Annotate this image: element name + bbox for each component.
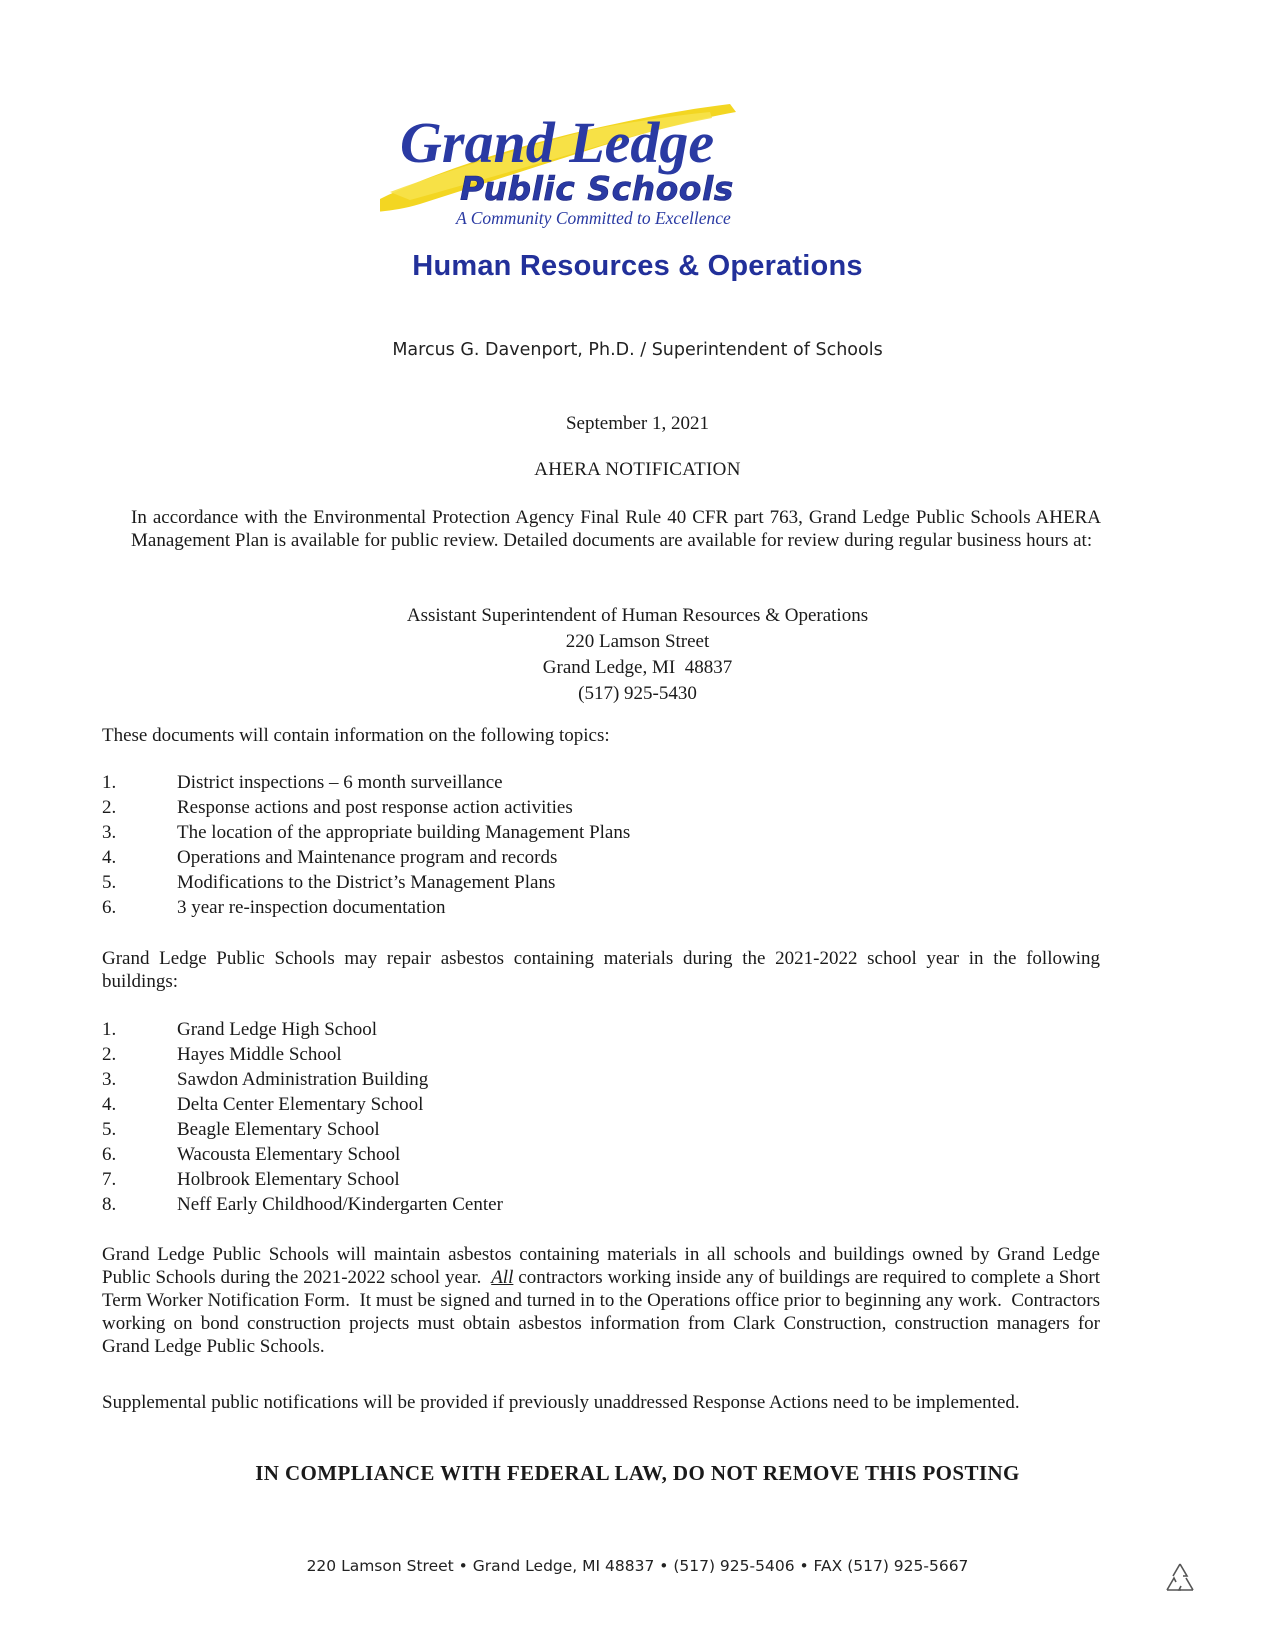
recycle-icon-graphic bbox=[1160, 1560, 1200, 1600]
logo-line-2: Public Schools bbox=[460, 169, 734, 208]
department-title: Human Resources & Operations bbox=[412, 250, 863, 282]
recycle-icon bbox=[1160, 1560, 1200, 1600]
address-line-4: (517) 925-5430 bbox=[578, 683, 697, 704]
district-logo bbox=[380, 96, 850, 246]
maintain-text-1: Grand Ledge Public Schools will maintain asbestos containing materials in all schools and buildings owned by Grand Ledge Public Schools during the 2021-2022 school year. bbox=[102, 1244, 1105, 1288]
topics-lead: These documents will contain information on the following topics: bbox=[102, 725, 610, 746]
district-logo-graphic bbox=[380, 96, 850, 246]
maintain-text-2: contractors working inside any of buildings are required to complete a Short Term Worker Notification Form. It must be signed and turned in to the Operations office prior to beginning any work. Contractors working on bond construction projects must obtain asbestos information from Clark Construction, construction managers for Grand Ledge Public Schools. bbox=[102, 1267, 1105, 1357]
maintain-emphasis: All bbox=[491, 1267, 514, 1288]
address-line-3: Grand Ledge, MI 48837 bbox=[542, 657, 733, 678]
superintendent-line: Marcus G. Davenport, Ph.D. / Superintendent of Schools bbox=[392, 340, 883, 360]
footer-contact: 220 Lamson Street • Grand Ledge, MI 48837 • (517) 925-5406 • FAX (517) 925-5667 bbox=[306, 1557, 969, 1575]
review-address bbox=[0, 603, 1275, 707]
address-line-2: 220 Lamson Street bbox=[565, 631, 710, 652]
address-line-1: Assistant Superintendent of Human Resources & Operations bbox=[406, 605, 869, 626]
notice-date: September 1, 2021 bbox=[565, 413, 709, 434]
compliance-notice: IN COMPLIANCE WITH FEDERAL LAW, DO NOT REMOVE THIS POSTING bbox=[255, 1461, 1020, 1485]
intro-paragraph: In accordance with the Environmental Protection Agency Final Rule 40 CFR part 763, Grand Ledge Public Schools AHERA Management Plan is available for public review. Detailed documents are available for review during regular business hours at: bbox=[131, 507, 1101, 551]
notice-title: AHERA NOTIFICATION bbox=[534, 459, 741, 480]
logo-line-1: Grand Ledge bbox=[400, 110, 715, 175]
logo-tagline: A Community Committed to Excellence bbox=[456, 208, 731, 228]
supplemental-paragraph: Supplemental public notifications will be provided if previously unaddressed Response Actions need to be implemented. bbox=[102, 1392, 1020, 1413]
repair-paragraph: Grand Ledge Public Schools may repair asbestos containing materials during the 2021-2022 school year in the following buildings: bbox=[102, 948, 1100, 992]
maintain-paragraph bbox=[102, 1243, 1105, 1358]
